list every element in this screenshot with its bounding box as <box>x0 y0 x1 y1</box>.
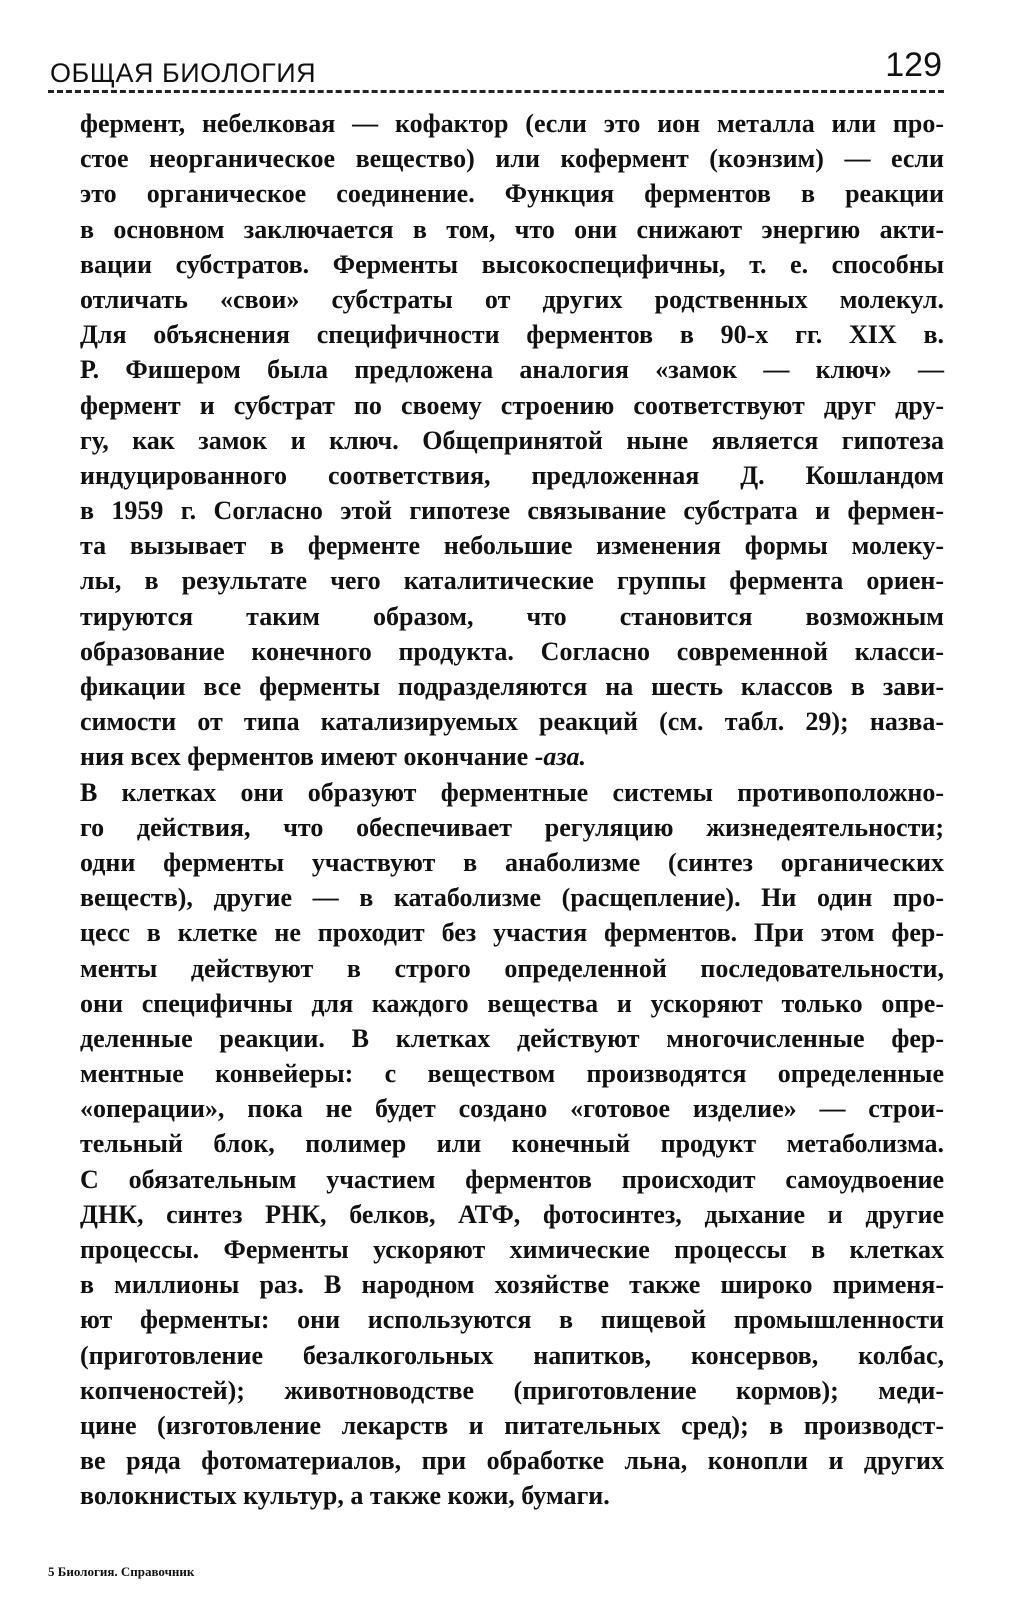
paragraph <box>80 775 944 1514</box>
signature-mark: 5 Биология. Справочник <box>48 1564 195 1579</box>
text-line: в основном заключается в том, что они снижают энергию акти- <box>80 214 944 244</box>
text-line: одни ферменты участвуют в анаболизме (синтез органических <box>80 847 944 877</box>
text-line: индуцированного соответствия, предложенная Д. Кошландом <box>80 460 944 490</box>
paragraphs <box>80 106 944 1514</box>
text-line: В клетках они образуют ферментные системы противоположно- <box>80 777 944 807</box>
text-line: копченостей); животноводстве (приготовление кормов); меди- <box>80 1375 944 1405</box>
text-line: вации субстратов. Ферменты высокоспецифичны, т. е. способны <box>80 249 944 279</box>
text-line: «операции», пока не будет создано «готовое изделие» — строи- <box>80 1094 944 1124</box>
text-line: тельный блок, полимер или конечный продукт метаболизма. <box>80 1129 944 1159</box>
text-line: ют ферменты: они используются в пищевой промышленности <box>80 1305 944 1335</box>
text-line: цесс в клетке не проходит без участия ферментов. При этом фер- <box>80 918 944 948</box>
text-line: процессы. Ферменты ускоряют химические процессы в клетках <box>80 1235 944 1264</box>
text-line: веществ), другие — в катаболизме (расщепление). Ни один про- <box>80 883 944 913</box>
text-line: лы, в результате чего каталитические группы фермента ориен- <box>80 566 944 596</box>
text-line: ментные конвейеры: с веществом производятся определенные <box>80 1059 944 1089</box>
body-text <box>48 106 944 1514</box>
text-line: цине (изготовление лекарств и питательных сред); в производст- <box>80 1410 944 1440</box>
page-header <box>48 38 944 94</box>
text-line: они специфичны для каждого вещества и ускоряют только опре- <box>80 988 944 1018</box>
text-line: Р. Фишером была предложена аналогия «замок — ключ» — <box>80 355 944 385</box>
text-line: волокнистых культур, а также кожи, бумаги. <box>80 1481 610 1511</box>
text-line: фермент и субстрат по своему строению соответствуют друг дру- <box>80 390 944 420</box>
text-line: та вызывает в ферменте небольшие изменения формы молеку- <box>80 531 944 561</box>
text-line: го действия, что обеспечивает регуляцию жизнедеятельности; <box>80 812 944 842</box>
text-line: стое неорганическое вещество) или кофермент (коэнзим) — если <box>80 144 944 174</box>
text-line: ве ряда фотоматериалов, при обработке льна, конопли и других <box>80 1446 944 1476</box>
text-line: фикации все ферменты подразделяются на шесть классов в зави- <box>80 672 944 701</box>
paragraph <box>80 106 944 775</box>
text-line: в 1959 г. Согласно этой гипотезе связывание субстрата и фермен- <box>80 496 944 526</box>
page-number: 129 <box>885 46 942 84</box>
text-line: образование конечного продукта. Согласно современной класси- <box>80 636 944 666</box>
text-line: это органическое соединение. Функция ферментов в реакции <box>80 179 944 209</box>
header-rule <box>48 90 944 93</box>
running-title: ОБЩАЯ БИОЛОГИЯ <box>50 58 317 88</box>
text-line: (приготовление безалкогольных напитков, консервов, колбас, <box>80 1340 944 1370</box>
text-line: тируются таким образом, что становится возможным <box>80 601 944 631</box>
text-line: менты действуют в строго определенной последовательности, <box>80 953 944 983</box>
book-page <box>48 38 944 1514</box>
italic-suffix: -аза. <box>534 742 587 772</box>
text-line: фермент, небелковая — кофактор (если это ион металла или про- <box>80 109 944 138</box>
text-line: в миллионы раз. В народном хозяйстве также широко применя- <box>80 1270 944 1300</box>
text-line: симости от типа катализируемых реакций (см. табл. 29); назва- <box>80 707 944 737</box>
text-line: С обязательным участием ферментов происходит самоудвоение <box>80 1164 944 1194</box>
text-line: Для объяснения специфичности ферментов в 90-х гг. XIX в. <box>80 320 944 350</box>
text-line: гу, как замок и ключ. Общепринятой ныне является гипотеза <box>80 425 944 455</box>
text-line: отличать «свои» субстраты от других родственных молекул. <box>80 284 944 314</box>
text-line: ДНК, синтез РНК, белков, АТФ, фотосинтез, дыхание и другие <box>80 1199 944 1229</box>
text-line: ния всех ферментов имеют окончание -аза. <box>80 742 587 772</box>
text-line: деленные реакции. В клетках действуют многочисленные фер- <box>80 1023 944 1053</box>
